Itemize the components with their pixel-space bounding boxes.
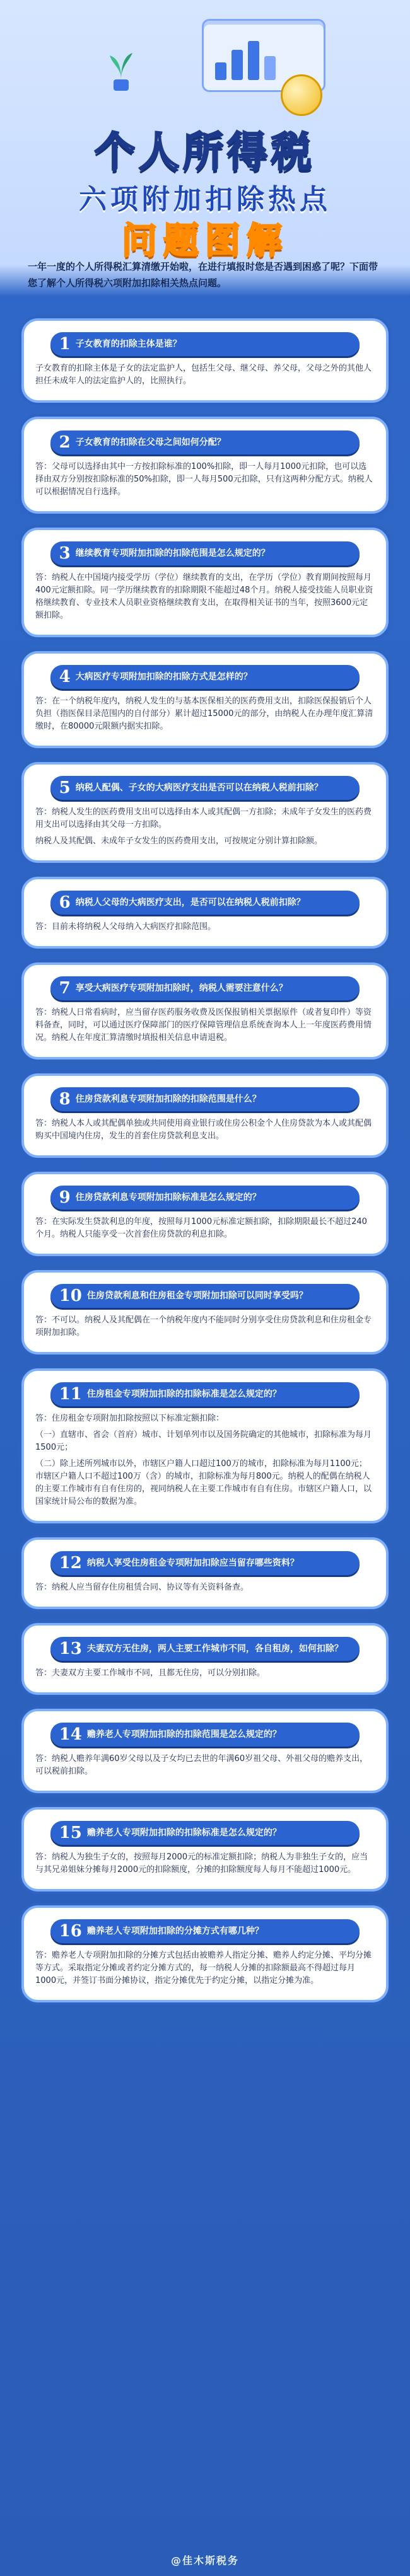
answer <box>35 572 375 622</box>
answer-paragraph: 答：在实际发生贷款利息的年度，按照每月1000元标准定额扣除，扣除期限最长不超过240个月。纳税人只能享受一次首套住房贷款的利息扣除。 <box>35 1217 367 1239</box>
header <box>0 0 410 262</box>
question-banner <box>50 1087 360 1111</box>
qa-card <box>21 417 389 514</box>
answer <box>35 695 375 733</box>
question-banner <box>50 1382 360 1406</box>
qa-card <box>21 1368 389 1523</box>
answer-paragraph: 答：在一个纳税年度内，纳税人发生的与基本医保相关的医药费用支出，扣除医保报销后个人负担（指医保目录范围内的自付部分）累计超过15000元的部分，由纳税人在办理年度汇算清缴时，在80000元限额内据实扣除。 <box>35 696 373 731</box>
question-number: 4 <box>59 667 71 686</box>
qa-card <box>21 762 389 863</box>
answer-paragraph: 答：夫妻双方主要工作城市不同，且都无住房，可以分别扣除。 <box>35 1668 266 1678</box>
qa-card <box>21 1709 389 1793</box>
answer <box>35 1581 375 1594</box>
question-text: 纳税人父母的大病医疗支出，是否可以在纳税人税前扣除？ <box>75 898 305 908</box>
qa-card <box>21 528 389 637</box>
answer-paragraph: 答：纳税人日常看病时，应当留存医药服务收费及医保报销相关票据原件（或者复印件）等资料备查，同时，可以通过医疗保障部门的医疗保障管理信息系统查询本人上一年度医药费用情况。纳税人在年度汇算清缴时填报相关信息申请退税。 <box>35 1008 372 1043</box>
answer <box>35 461 375 499</box>
question-text: 子女教育的扣除在父母之间如何分配？ <box>75 437 226 448</box>
question-number: 9 <box>59 1188 71 1207</box>
answer <box>35 1667 375 1680</box>
answer-paragraph: （一）直辖市、省会（首府）城市、计划单列市以及国务院确定的其他城市，扣除标准为每月1500元； <box>35 1430 372 1452</box>
answer <box>35 1412 375 1508</box>
question-number: 15 <box>59 1823 82 1842</box>
qa-card <box>21 1270 389 1354</box>
question-text: 大病医疗专项附加扣除的扣除方式是怎样的？ <box>75 672 252 682</box>
question-number: 2 <box>59 433 71 452</box>
question-banner <box>50 1551 360 1575</box>
qa-card <box>21 1807 389 1892</box>
question-text: 夫妻双方无住房，两人主要工作城市不同，各自租房，如何扣除？ <box>86 1644 343 1654</box>
question-text: 住房贷款利息和住房租金专项附加扣除可以同时享受吗？ <box>86 1291 308 1301</box>
answer <box>35 1118 375 1143</box>
question-text: 住房贷款利息专项附加扣除的扣除范围是什么？ <box>75 1094 261 1104</box>
question-number: 12 <box>59 1554 82 1573</box>
answer <box>35 921 375 933</box>
question-number: 7 <box>59 979 71 998</box>
qa-card <box>21 1905 389 2002</box>
answer <box>35 806 375 848</box>
answer <box>35 362 375 388</box>
answer <box>35 1851 375 1876</box>
page-title: 个人所得税 <box>95 129 315 176</box>
question-banner <box>50 541 360 565</box>
question-banner <box>50 332 360 356</box>
answer-paragraph: 答：赡养老人专项附加扣除的分摊方式包括由被赡养人指定分摊、赡养人约定分摊、平均分摊等方式。采取指定分摊或者约定分摊方式的，每一纳税人分摊的扣除额最高不得超过每月1000元，并签订书面分摊协议，指定分摊优先于约定分摊，以指定分摊为准。 <box>35 1951 372 1985</box>
question-banner <box>50 1284 360 1308</box>
answer <box>35 1007 375 1044</box>
answer-paragraph: 答：纳税人发生的医药费用支出可以选择由本人或其配偶一方扣除；未成年子女发生的医药费用支出可以选择由其父母一方扣除。 <box>35 807 372 829</box>
page-subtitle-2: 问题图解 <box>122 221 288 262</box>
question-number: 6 <box>59 893 71 912</box>
answer-paragraph: 纳税人及其配偶、未成年子女发生的医药费用支出，可按规定分别计算扣除额。 <box>35 836 323 846</box>
intro-text: 一年一度的个人所得税汇算清缴开始啦，在进行填报时您是否遇到困惑了呢？下面带您了解个人所得税六项附加扣除相关热点问题。 <box>28 261 378 289</box>
question-number: 13 <box>59 1639 82 1658</box>
plant-illustration <box>107 49 135 92</box>
answer-paragraph: 答：纳税人在中国境内接受学历（学位）继续教育的支出，在学历（学位）教育期间按照每月400元定额扣除。同一学历继续教育的扣除期限不能超过48个月。纳税人接受技能人员职业资格继续教育、专业技术人员职业资格继续教育支出，在取得相关证书的当年，按照3600元定额扣除。 <box>35 573 373 620</box>
question-number: 16 <box>59 1922 82 1941</box>
coin-icon <box>281 74 322 116</box>
question-number: 1 <box>59 335 71 354</box>
page-subtitle: 六项附加扣除热点 <box>79 183 331 216</box>
answer <box>35 1216 375 1241</box>
question-text: 纳税人享受住房租金专项附加扣除应当留存哪些资料？ <box>86 1558 299 1568</box>
answer-paragraph: 答：纳税人为独生子女的，按照每月2000元的标准定额扣除；纳税人为非独生子女的，应当与其兄弟姐妹分摊每月2000元的扣除额度，分摊的扣除额度每人每月不能超过1000元。 <box>35 1852 368 1874</box>
question-text: 享受大病医疗专项附加扣除时，纳税人需要注意什么？ <box>75 983 288 993</box>
question-banner <box>50 1723 360 1747</box>
question-text: 子女教育的扣除主体是谁？ <box>75 339 182 349</box>
answer-paragraph: 子女教育的扣除主体是子女的法定监护人，包括生父母、继父母、养父母，父母之外的其他人担任未成年人的法定监护人的，比照执行。 <box>35 364 372 386</box>
answer-paragraph: （二）除上述所列城市以外，市辖区户籍人口超过100万的城市，扣除标准为每月1100元；市辖区户籍人口不超过100万（含）的城市，扣除标准为每月800元。纳税人的配偶在纳税人的主要工作城市有自有住房的，视同纳税人在主要工作城市有自有住房。市辖区户籍人口，以国家统计局公布的数据为准。 <box>35 1459 372 1506</box>
question-banner <box>50 665 360 689</box>
question-text: 赡养老人专项附加扣除的扣除范围是怎么规定的？ <box>86 1730 281 1740</box>
question-number: 10 <box>59 1286 82 1305</box>
answer-paragraph: 答：纳税人赡养年满60岁父母以及子女均已去世的年满60岁祖父母、外祖父母的赡养支出，可以税前扣除。 <box>35 1754 368 1776</box>
question-number: 5 <box>59 778 71 797</box>
question-number: 14 <box>59 1725 82 1744</box>
question-text: 住房租金专项附加扣除的扣除标准是怎么规定的？ <box>86 1389 281 1399</box>
answer-paragraph: 答：目前未将纳税人父母纳入大病医疗扣除范围。 <box>35 922 216 932</box>
question-banner <box>50 776 360 800</box>
qa-card <box>21 1537 389 1609</box>
answer-paragraph: 答：不可以。纳税人及其配偶在一个纳税年度内不能同时分别享受住房贷款利息和住房租金专项附加扣除。 <box>35 1315 372 1337</box>
question-banner <box>50 1637 360 1661</box>
question-banner <box>50 430 360 454</box>
answer <box>35 1753 375 1778</box>
question-text: 赡养老人专项附加扣除的扣除标准是怎么规定的？ <box>86 1828 281 1838</box>
answer-paragraph: 答：纳税人应当留存住房租赁合同、协议等有关资料备查。 <box>35 1583 249 1592</box>
qa-card <box>21 877 389 949</box>
qa-card <box>21 1073 389 1158</box>
question-text: 住房贷款利息专项附加扣除标准是怎么规定的？ <box>75 1193 261 1203</box>
question-banner <box>50 1919 360 1943</box>
qa-cards <box>21 318 389 2016</box>
question-banner <box>50 1821 360 1845</box>
qa-card <box>21 1172 389 1256</box>
qa-card <box>21 651 389 748</box>
footer-watermark: @佳木斯税务 <box>170 2555 239 2567</box>
question-banner <box>50 891 360 915</box>
question-number: 8 <box>59 1090 71 1109</box>
question-number: 11 <box>59 1385 82 1404</box>
answer-paragraph: 答：父母可以选择由其中一方按扣除标准的100%扣除，即一人每月1000元扣除，也可以选择由双方分别按扣除标准的50%扣除，即一人每月500元扣除，只有这两种分配方式。纳税人可以根据情况自行选择。 <box>35 462 373 497</box>
qa-card <box>21 962 389 1060</box>
question-text: 赡养老人专项附加扣除的分摊方式有哪几种？ <box>86 1926 264 1936</box>
answer-paragraph: 答：住房租金专项附加扣除按照以下标准定额扣除： <box>35 1414 225 1423</box>
question-number: 3 <box>59 544 71 563</box>
answer <box>35 1314 375 1339</box>
qa-card <box>21 318 389 403</box>
question-banner <box>50 976 360 1000</box>
question-banner <box>50 1186 360 1210</box>
answer <box>35 1949 375 1987</box>
question-text: 纳税人配偶、子女的大病医疗支出是否可以在纳税人税前扣除？ <box>75 783 323 793</box>
question-text: 继续教育专项附加扣除的扣除范围是怎么规定的？ <box>75 548 270 558</box>
qa-card <box>21 1623 389 1695</box>
answer-paragraph: 答：纳税人本人或其配偶单独或共同使用商业银行或住房公积金个人住房贷款为本人或其配偶购买中国境内住房，发生的首套住房贷款利息支出。 <box>35 1119 372 1141</box>
